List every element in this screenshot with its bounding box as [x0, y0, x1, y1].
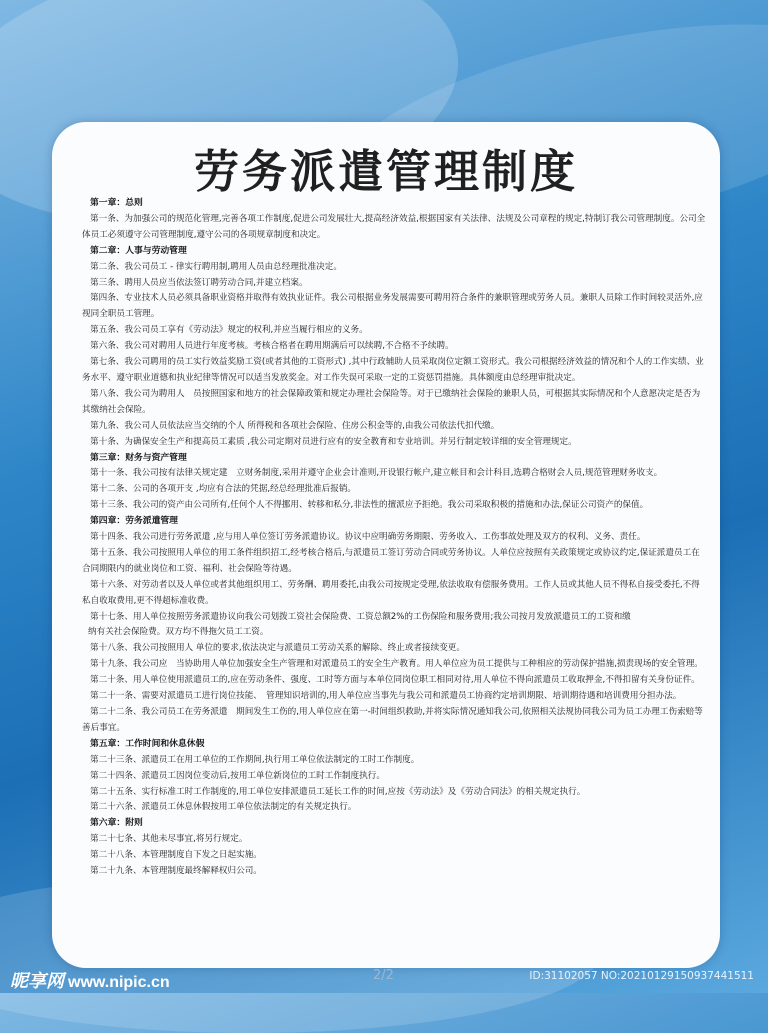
document-panel	[52, 122, 720, 968]
article-paragraph: 第十一条、我公司按有法律关规定建 立财务制度,采用并遵守企业会计准则,开设银行帐户,建立帐目和会计科目,选聘合格财会人员,规范管理财务收支。	[90, 468, 663, 479]
article-paragraph: 第二十七条、其他未尽事宜,将另行规定。	[90, 834, 248, 845]
article-paragraph: 第十八条、我公司按照用人 单位的要求,依法决定与派遣员工劳动关系的解除、终止或者接续变更。	[90, 643, 465, 654]
article-paragraph: 第十九条、我公司应 当协助用人单位加强安全生产管理和对派遣员工的安全生产教育。用人单位应为员工提供与工种相应的劳动保护措施,损责现场的安全管理。	[90, 659, 703, 670]
article-continuation: 纳有关社会保险费。双方均不得拖欠员工工资。	[88, 627, 269, 638]
watermark-logo	[10, 967, 170, 993]
article-paragraph: 第二十四条、派遣员工因岗位变动后,按用工单位新岗位的工时工作制度执行。	[90, 770, 385, 781]
watermark-logo-text: 昵享网	[10, 971, 64, 991]
article-paragraph: 第十三条、我公司的资产由公司所有,任何个人不得挪用、转移和私分,非法性的擅派应予拒绝。我公司采取积极的措施和办法,保证公司资产的保值。	[90, 500, 649, 511]
article-paragraph: 第二十三条、派遣员工在用工单位的工作期间,执行用工单位依法制定的工时工作制度。	[90, 754, 420, 765]
chapter-heading: 第二章：人事与劳动管理	[90, 245, 187, 256]
article-paragraph: 第六条、我公司对聘用人员进行年度考核。考核合格者在聘用期满后可以续聘,不合格不予续聘。	[90, 341, 454, 352]
article-paragraph: 第二十二条、我公司员工在劳务派遣 期间发生工伤的,用人单位应在第一-时间组织救助,并将实际情况通知我公司,依照相关法规协同我公司为员工办理工伤索赔等善后事宜。	[82, 707, 703, 733]
article-paragraph: 第二十条、用人单位使用派遣员工的,应在劳动条件、强度、工时等方面与本单位同岗位职工相同对待,用人单位不得向派遣员工收取押金,不得扣留有关身份证件。	[90, 675, 700, 686]
article-paragraph: 第一条、为加强公司的规范化管理,完善各项工作制度,促进公司发展壮大,提高经济效益,根据国家有关法律、法规及公司章程的规定,特制订我公司管理制度。公司全体员工必须遵守公司管理制度,遵守公司的各项规章制度和决定。	[82, 213, 706, 240]
article-paragraph: 第三条、聘用人员应当依法签订聘劳动合同,并建立档案。	[90, 277, 308, 288]
article-paragraph: 第二十八条、本管理制度自下发之日起实施。	[90, 850, 262, 861]
document-title: 劳务派遣管理制度	[193, 145, 578, 198]
article-paragraph: 第十条、为确保安全生产和提高员工素质 ,我公司定期对员进行应有的安全教育和专业培训。并另行制定较详细的安全管理规定。	[90, 436, 577, 447]
article-paragraph: 第四条、专业技术人员必须具备职业资格并取得有效执业证件。我公司根据业务发展需要可聘用符合条件的兼职管理或劳务人员。兼职人员除工作时间较灵活外,应视同全职员工管理。	[82, 293, 703, 320]
chapter-heading: 第四章：劳务派遣管理	[90, 516, 178, 527]
article-paragraph: 第十六条、对劳动者以及人单位或者其他组织用工、劳务酬、聘用委托,由我公司按规定受理,依法收取有偿服务费用。工作人员或其他人员不得私自接受委托,不得私自收取费用,更不得超标准收费。	[82, 579, 700, 606]
article-paragraph: 第十五条、我公司按照用人单位的用工条件组织招工,经考核合格后,与派遣员工签订劳动合同或劳务协议。人单位应按照有关政策规定或协议约定,保证派遣员工在合同期限内的就业岗位和工资、福利、社会保险等待遇。	[82, 547, 700, 574]
article-paragraph: 第五条、我公司员工享有《劳动法》规定的权利,并应当履行相应的义务。	[90, 325, 368, 336]
chapter-heading: 第五章：工作时间和休息休假	[90, 738, 205, 749]
watermark-id: ID:31102057 NO:20210129150937441511	[529, 970, 754, 982]
article-paragraph: 第二十一条、需要对派遣员工进行岗位技能、 管理知识培训的,用人单位应当事先与我公司和派遣员工协商约定培训期限、培训期待遇和培训费用分担办法。	[90, 691, 682, 702]
article-paragraph: 第八条、我公司为聘用人 员按照国家和地方的社会保障政策和规定办理社会保险等。对于已缴纳社会保险的兼职人员，可根据其实际情况和个人意愿决定是否为其缴纳社会保险。	[82, 388, 701, 415]
article-paragraph: 第二条、我公司员工 - 律实行聘用制,聘用人员由总经理批准决定。	[90, 261, 342, 272]
article-paragraph: 第十七条、用人单位按照劳务派遣协议向我公司划拨工资社会保险费、工资总额2%的工伤保险和服务费用;我公司按月发放派遣员工的工资和缴	[90, 611, 631, 622]
article-paragraph: 第二十六条、派遣员工休息休假按用工单位依法制定的有关规定执行。	[90, 802, 357, 813]
article-paragraph: 第二十九条、本管理制度最终解释权归公司。	[90, 866, 262, 877]
chapter-heading: 第六章：附则	[90, 818, 143, 829]
chapter-heading: 第一章：总则	[90, 198, 143, 208]
article-paragraph: 第十二条、公司的各项开支 ,均应有合法的凭据,经总经理批准后报销。	[90, 484, 357, 495]
article-paragraph: 第十四条、我公司进行劳务派遣 ,应与用人单位签订劳务派遣协议。协议中应明确劳务期限、劳务收入、工伤事故处理及双方的权利、义务、责任。	[90, 532, 646, 543]
article-paragraph: 第七条、我公司聘用的员工实行效益奖励工资(或者其他的工资形式) ,其中行政辅助人员采取岗位定额工资形式。我公司根据经济效益的情况和个人的工作实绩、业务水平、遵守职业道德和执业纪律等情况可以适当发放奖金。对工作失误可采取一定的工资惩罚措施。具体额度由总经理审批决定。	[82, 357, 704, 383]
article-paragraph: 第二十五条、实行标准工时工作制度的,用工单位安排派遣员工延长工作的时间,应按《劳动法》及《劳动合同法》的相关规定执行。	[90, 786, 586, 797]
article-paragraph: 第九条、我公司人员依法应当交纳的个人 所得税和各项社会保险、住房公积金等的,由我公司依法代扣代缴。	[90, 420, 500, 431]
watermark-site: www.nipic.cn	[68, 974, 170, 991]
document-body	[82, 196, 706, 880]
chapter-heading: 第三章：财务与资产管理	[90, 452, 187, 463]
page-number: 2/2	[373, 968, 394, 983]
